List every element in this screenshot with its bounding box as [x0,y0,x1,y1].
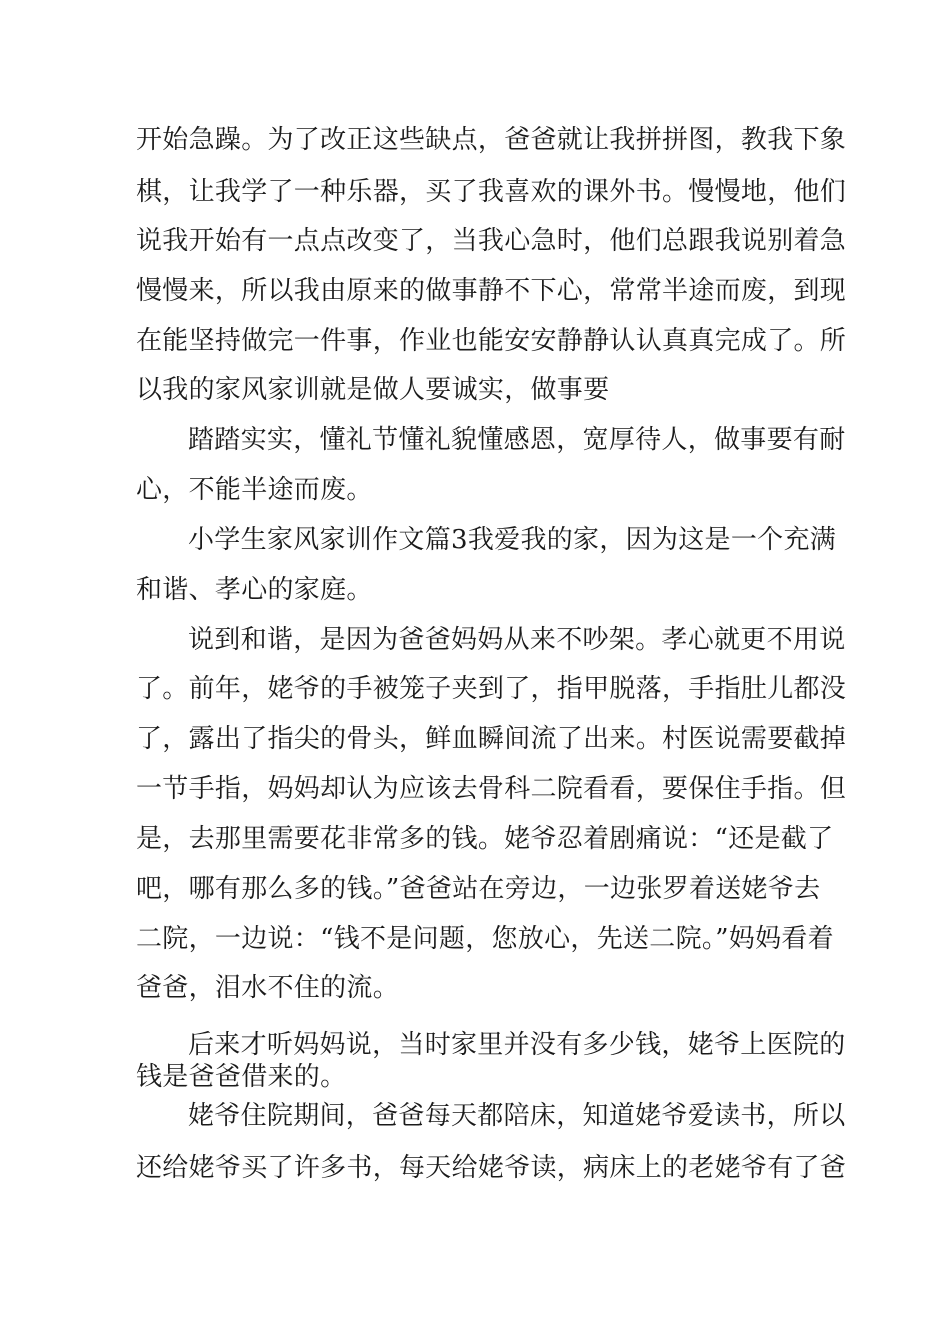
text-line: 慢慢来，所以我由原来的做事静不下心，常常半途而废，到现 [136,276,847,306]
paragraph-first-line: 后来才听妈妈说，当时家里并没有多少钱，姥爷上医院的 [188,1030,846,1060]
paragraph-first-line: 姥爷住院期间，爸爸每天都陪床，知道姥爷爱读书，所以 [188,1101,846,1131]
text-line: 爸爸，泪水不住的流。 [136,973,400,1003]
paragraph-first-line: 说到和谐，是因为爸爸妈妈从来不吵架。孝心就更不用说 [188,625,846,655]
text-line: 了，露出了指尖的骨头，鲜血瞬间流了出来。村医说需要截掉 [136,724,847,754]
text-line: 了。前年，姥爷的手被笼子夹到了，指甲脱落，手指肚儿都没 [136,674,847,704]
paragraph-first-line: 踏踏实实，懂礼节懂礼貌懂感恩，宽厚待人，做事要有耐 [188,425,846,455]
text-line: 一节手指，妈妈却认为应该去骨科二院看看，要保住手指。但 [136,774,847,804]
text-line: 还给姥爷买了许多书，每天给姥爷读，病床上的老姥爷有了爸 [136,1153,847,1183]
text-line: 是，去那里需要花非常多的钱。姥爷忍着剧痛说：“还是截了 [136,824,834,854]
text-line: 棋，让我学了一种乐器，买了我喜欢的课外书。慢慢地，他们 [136,177,847,207]
text-line: 说我开始有一点点改变了，当我心急时，他们总跟我说别着急 [136,226,847,256]
text-line: 二院，一边说：“钱不是问题，您放心，先送二院。”妈妈看着 [136,924,834,954]
text-line: 吧，哪有那么多的钱。”爸爸站在旁边，一边张罗着送姥爷去 [136,874,821,904]
text-line: 钱是爸爸借来的。 [136,1062,347,1092]
paragraph-first-line: 小学生家风家训作文篇3我爱我的家，因为这是一个充满 [188,525,837,555]
text-line: 以我的家风家训就是做人要诚实，做事要 [136,375,610,405]
text-line: 心，不能半途而废。 [136,475,373,505]
text-line: 开始急躁。为了改正这些缺点，爸爸就让我拼拼图，教我下象 [136,125,847,155]
text-line: 和谐、孝心的家庭。 [136,575,373,605]
text-line: 在能坚持做完一件事，作业也能安安静静认认真真完成了。所 [136,326,847,356]
